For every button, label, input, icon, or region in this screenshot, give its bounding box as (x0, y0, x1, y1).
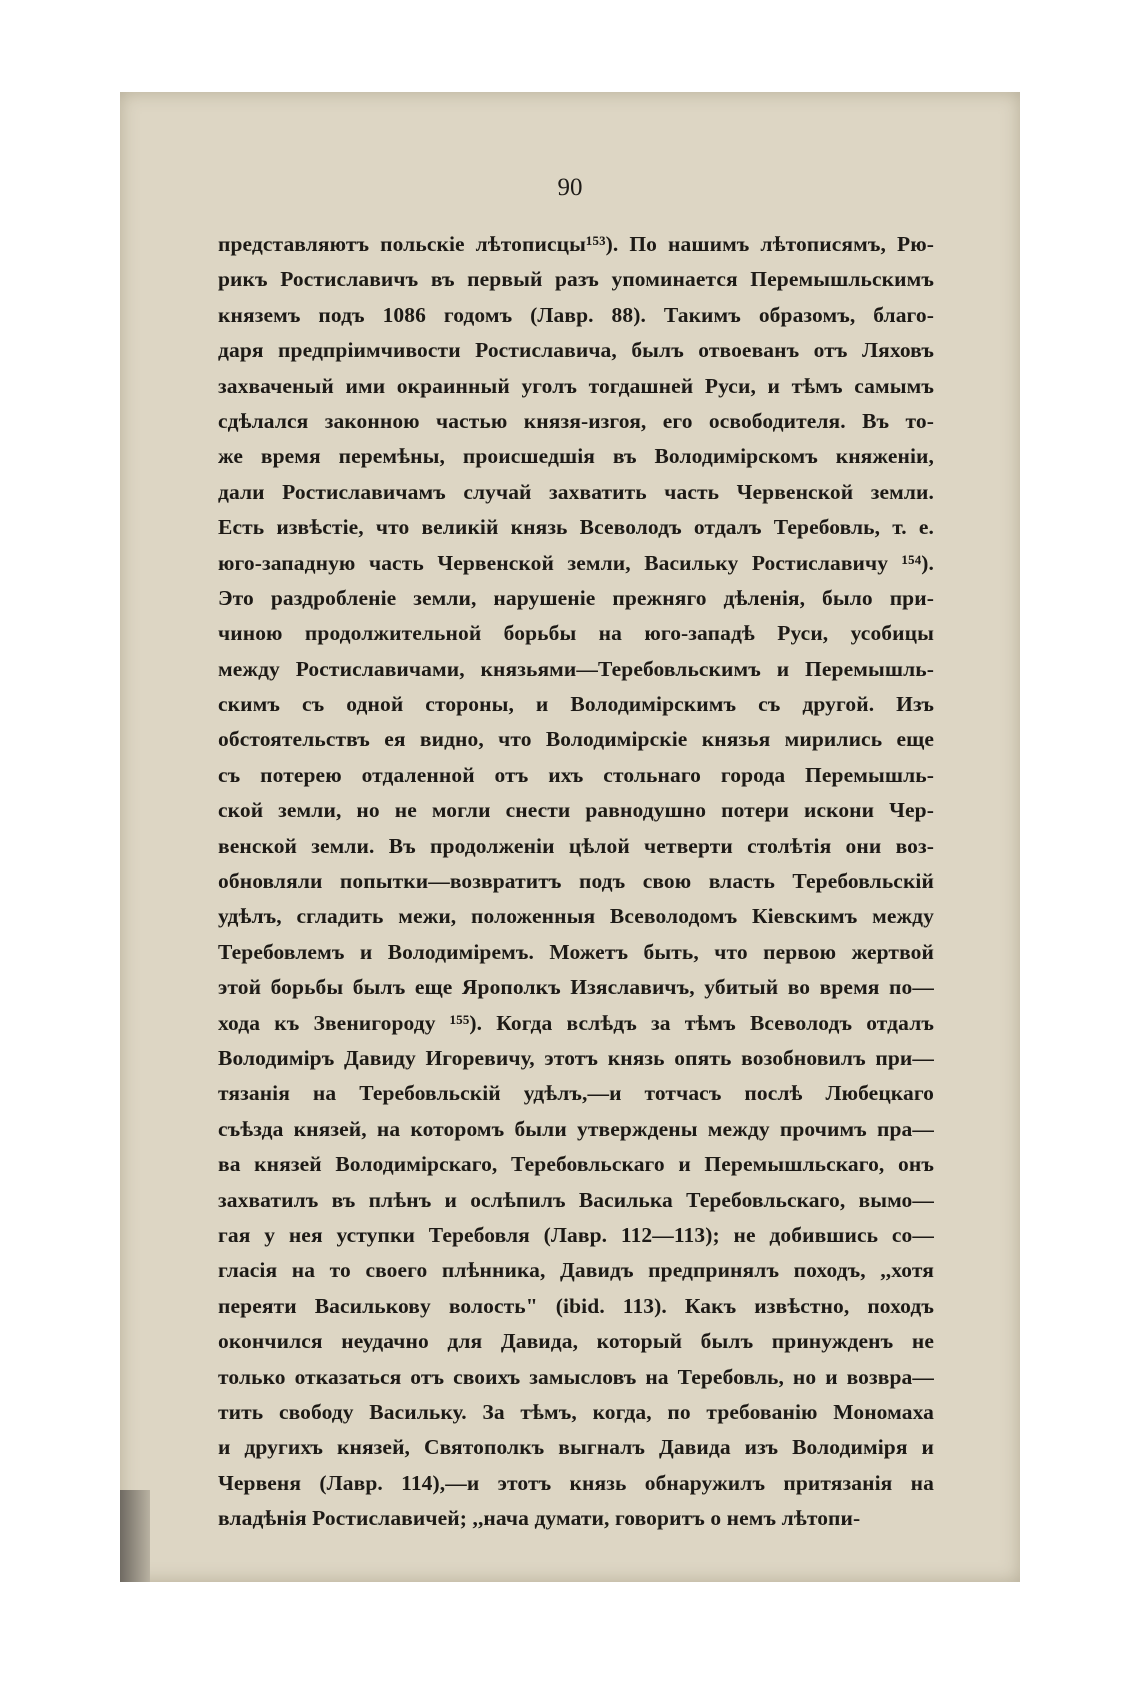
text-line: владѣнія Ростиславичей; ,,нача думати, говоритъ о немъ лѣтопи- (218, 1506, 861, 1531)
text-line: скимъ съ одной стороны, и Володимірскимъ съ другой. Изъ (218, 692, 934, 717)
text-line: между Ростиславичами, князьями—Теребовльскимъ и Перемышль- (218, 656, 934, 681)
book-page (120, 92, 1020, 1582)
text-line: юго-западную часть Червенской земли, Васильку Ростиславичу ¹⁵⁴). (218, 550, 934, 575)
text-line: Есть извѣстіе, что великій князь Всеволодъ отдалъ Теребовль, т. е. (218, 515, 934, 540)
text-line: съ потерею отдаленной отъ ихъ стольнаго города Перемышль- (218, 762, 934, 787)
text-line: и другихъ князей, Святополкъ выгналъ Давида изъ Володиміря и (218, 1435, 934, 1460)
text-line: этой борьбы былъ еще Ярополкъ Изяславичъ, убитый во время по— (218, 975, 934, 1000)
text-line: захватилъ въ плѣнъ и ослѣпилъ Василька Теребовльскаго, вымо— (218, 1187, 934, 1212)
text-line: чиною продолжительной борьбы на юго-западѣ Руси, усобицы (218, 621, 934, 646)
text-body (218, 227, 934, 1536)
text-line: съѣзда князей, на которомъ были утверждены между прочимъ пра— (218, 1116, 934, 1141)
text-line: окончился неудачно для Давида, который былъ принужденъ не (218, 1329, 934, 1354)
text-line: гласія на то своего плѣнника, Давидъ предпринялъ походъ, ,,хотя (218, 1258, 934, 1283)
text-line: удѣлъ, сгладить межи, положенныя Всеволодомъ Кіевскимъ между (218, 904, 934, 929)
binding-shadow (120, 1490, 150, 1582)
text-line: гая у нея уступки Теребовля (Лавр. 112—113); не добившись со— (218, 1222, 934, 1247)
text-line: обстоятельствъ ея видно, что Володимірскіе князья мирились еще (218, 727, 934, 752)
text-line: рикъ Ростиславичъ въ первый разъ упоминается Перемышльскимъ (218, 267, 934, 292)
text-line: дали Ростиславичамъ случай захватить часть Червенской земли. (218, 479, 934, 504)
text-line: Червеня (Лавр. 114),—и этотъ князь обнаружилъ притязанія на (218, 1470, 934, 1495)
text-line: представляютъ польскіе лѣтописцы¹⁵³). По нашимъ лѣтописямъ, Рю- (218, 232, 934, 256)
text-line: тить свободу Васильку. За тѣмъ, когда, по требованію Мономаха (218, 1399, 934, 1424)
text-line: обновляли попытки—возвратитъ подъ свою власть Теребовльскій (218, 869, 934, 894)
text-line: переяти Васильковy волость" (ibid. 113). Какъ извѣстно, походъ (218, 1293, 934, 1318)
text-line: тязанія на Теребовльскій удѣлъ,—и тотчасъ послѣ Любецкаго (218, 1081, 934, 1106)
text-line: ва князей Володимірскаго, Теребовльскаго и Перемышльскаго, онъ (218, 1152, 934, 1177)
text-line: Володиміръ Давиду Игоревичу, этотъ князь опять возобновилъ при— (218, 1045, 934, 1070)
text-line: сдѣлался законною частью князя-изгоя, его освободителя. Въ то- (218, 408, 934, 433)
text-line: захваченый ими окраинный уголъ тогдашней Руси, и тѣмъ самымъ (218, 373, 934, 398)
text-line: даря предпріимчивости Ростиславича, былъ отвоеванъ отъ Ляховъ (218, 338, 934, 363)
text-line: только отказаться отъ своихъ замысловъ на Теребовль, но и возвра— (218, 1364, 934, 1389)
text-line: ской земли, но не могли снести равнодушно потери искони Чер- (218, 798, 934, 823)
page-number: 90 (557, 174, 583, 201)
text-line: Теребовлемъ и Володиміремъ. Можетъ быть, что первою жертвой (218, 939, 934, 964)
text-line: Это раздробленіе земли, нарушеніе прежняго дѣленія, было при- (218, 585, 934, 610)
text-line: княземъ подъ 1086 годомъ (Лавр. 88). Такимъ образомъ, благо- (218, 302, 934, 327)
text-line: же время перемѣны, происшедшія въ Володимірскомъ княженіи, (218, 444, 934, 469)
text-line: венской земли. Въ продолженіи цѣлой четверти столѣтія они воз- (218, 833, 934, 858)
text-line: хода къ Звенигороду ¹⁵⁵). Когда вслѣдъ за тѣмъ Всеволодъ отдалъ (218, 1010, 934, 1035)
